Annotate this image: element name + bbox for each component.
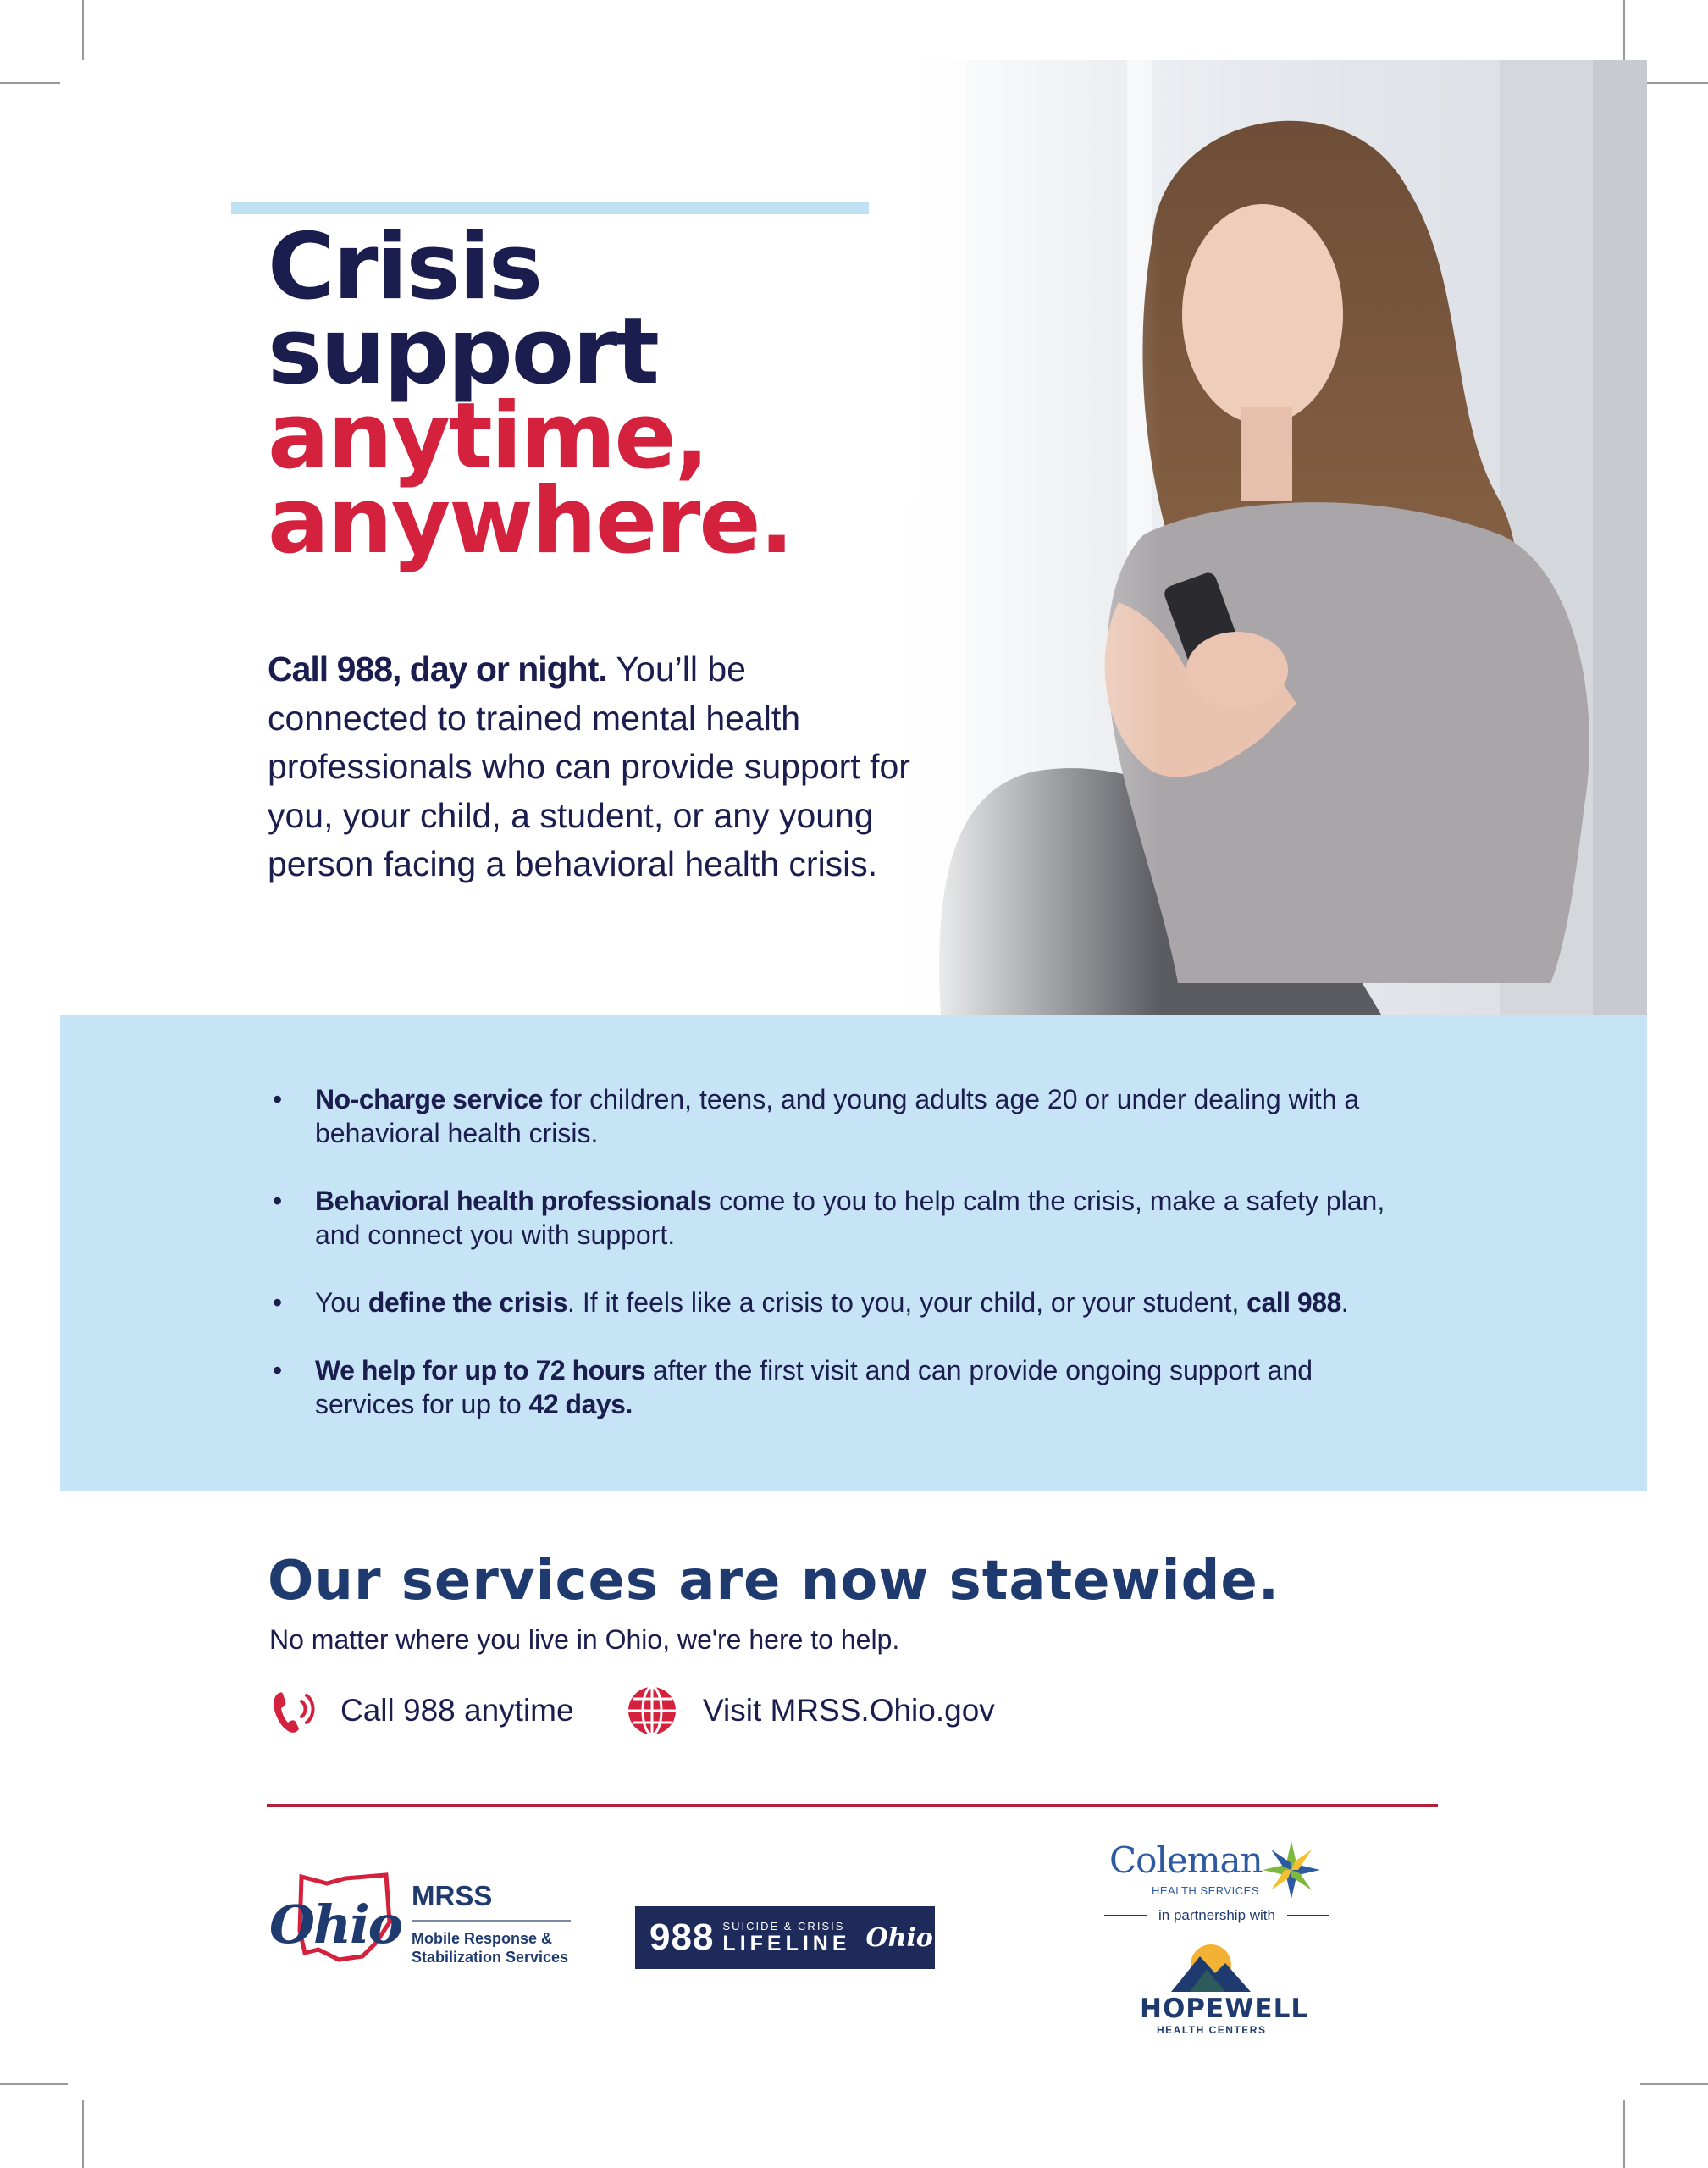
bullet-text: come to you to help calm the crisis, make a safety plan, and connect you with support. [315, 1186, 1385, 1250]
lifeline-words [722, 1921, 850, 1955]
bullet-dot: • [273, 1084, 283, 1114]
statewide-subtitle: No matter where you live in Ohio, we're here to help. [269, 1624, 900, 1655]
intro-lead: Call 988, day or night. [268, 650, 607, 689]
intro-paragraph [268, 645, 911, 889]
page-headline [268, 214, 962, 574]
partnership-text: in partnership with [1158, 1907, 1275, 1923]
bullet-text: . [1340, 1287, 1349, 1318]
phone-ringing-icon [268, 1683, 323, 1739]
coleman-subtitle: HEALTH SERVICES [1152, 1884, 1259, 1897]
headline-line-2: support [268, 299, 658, 405]
headline-accent-rule [231, 202, 869, 214]
call-988-label: Call 988 anytime [340, 1693, 574, 1728]
headline-line-1: Crisis [268, 214, 542, 320]
crop-mark [0, 82, 68, 84]
globe-icon [625, 1684, 679, 1738]
divider-rule [267, 1804, 1438, 1807]
crop-mark [82, 0, 84, 68]
crop-mark [1623, 0, 1625, 68]
mrss-description: Mobile Response & Stabilization Services [412, 1930, 569, 1966]
list-item [268, 1184, 1385, 1252]
lifeline-small-text: SUICIDE & CRISIS [722, 1920, 845, 1933]
call-988-contact[interactable] [268, 1681, 574, 1740]
benefits-list [268, 1082, 1385, 1455]
988-lifeline-logo [635, 1906, 935, 1969]
bullet-bold: No-charge service [315, 1084, 543, 1114]
crop-mark [1640, 82, 1708, 84]
intro-body: You’ll be connected to trained mental health professionals who can provide support for you, your child, a student, or any young person facing a behavioral health crisis. [268, 650, 910, 883]
ohio-mrss-logo [268, 1872, 572, 1982]
mrss-divider [412, 1920, 571, 1922]
visit-website-contact[interactable] [625, 1681, 995, 1740]
coleman-name: Coleman [1109, 1839, 1263, 1881]
bullet-text: You [315, 1287, 368, 1318]
lifeline-ohio-wordmark: Ohio [865, 1922, 933, 1953]
bullet-bold: Behavioral health professionals [315, 1186, 712, 1216]
headline-line-4: anywhere. [268, 468, 793, 574]
partnership-line [1092, 1907, 1341, 1924]
list-item [268, 1082, 1385, 1150]
crop-mark [1640, 2083, 1708, 2085]
lifeline-big-text: LIFELINE [722, 1932, 851, 1955]
hopewell-subtitle: HEALTH CENTERS [1157, 2024, 1267, 2036]
partnership-rule-right [1287, 1915, 1329, 1916]
bullet-bold: define the crisis [368, 1287, 568, 1318]
list-item [268, 1286, 1385, 1319]
mrss-title: MRSS [412, 1880, 493, 1911]
bullet-dot: • [273, 1287, 283, 1318]
statewide-heading: Our services are now statewide. [268, 1550, 1280, 1612]
bullet-text: for children, teens, and young adults age 20 or under dealing with a behavioral health crisis. [315, 1084, 1360, 1148]
bullet-dot: • [273, 1186, 283, 1216]
partnership-rule-left [1104, 1915, 1147, 1916]
bullet-dot: • [273, 1355, 283, 1385]
starburst-icon [1253, 1836, 1329, 1904]
crop-mark [1623, 2100, 1625, 2168]
bullet-text: after the first visit and can provide ongoing support and services for up to [315, 1355, 1313, 1419]
crop-mark [0, 2083, 68, 2085]
bullet-text: . If it feels like a crisis to you, your child, or your student, [567, 1287, 1247, 1318]
hopewell-logo [1126, 1939, 1309, 2041]
crop-mark [82, 2100, 84, 2168]
headline-line-3: anytime, [268, 384, 708, 489]
ohio-script-wordmark: Ohio [269, 1894, 401, 1955]
bullet-bold: 42 days. [528, 1389, 633, 1419]
visit-website-label: Visit MRSS.Ohio.gov [703, 1693, 995, 1728]
coleman-logo [1101, 1836, 1372, 1912]
mountain-sun-icon [1164, 1939, 1258, 1995]
list-item [268, 1353, 1385, 1421]
bullet-bold: We help for up to 72 hours [315, 1355, 645, 1385]
bullet-bold: call 988 [1246, 1287, 1341, 1318]
hopewell-name: HOPEWELL [1140, 1994, 1309, 2024]
lifeline-number: 988 [649, 1916, 715, 1958]
